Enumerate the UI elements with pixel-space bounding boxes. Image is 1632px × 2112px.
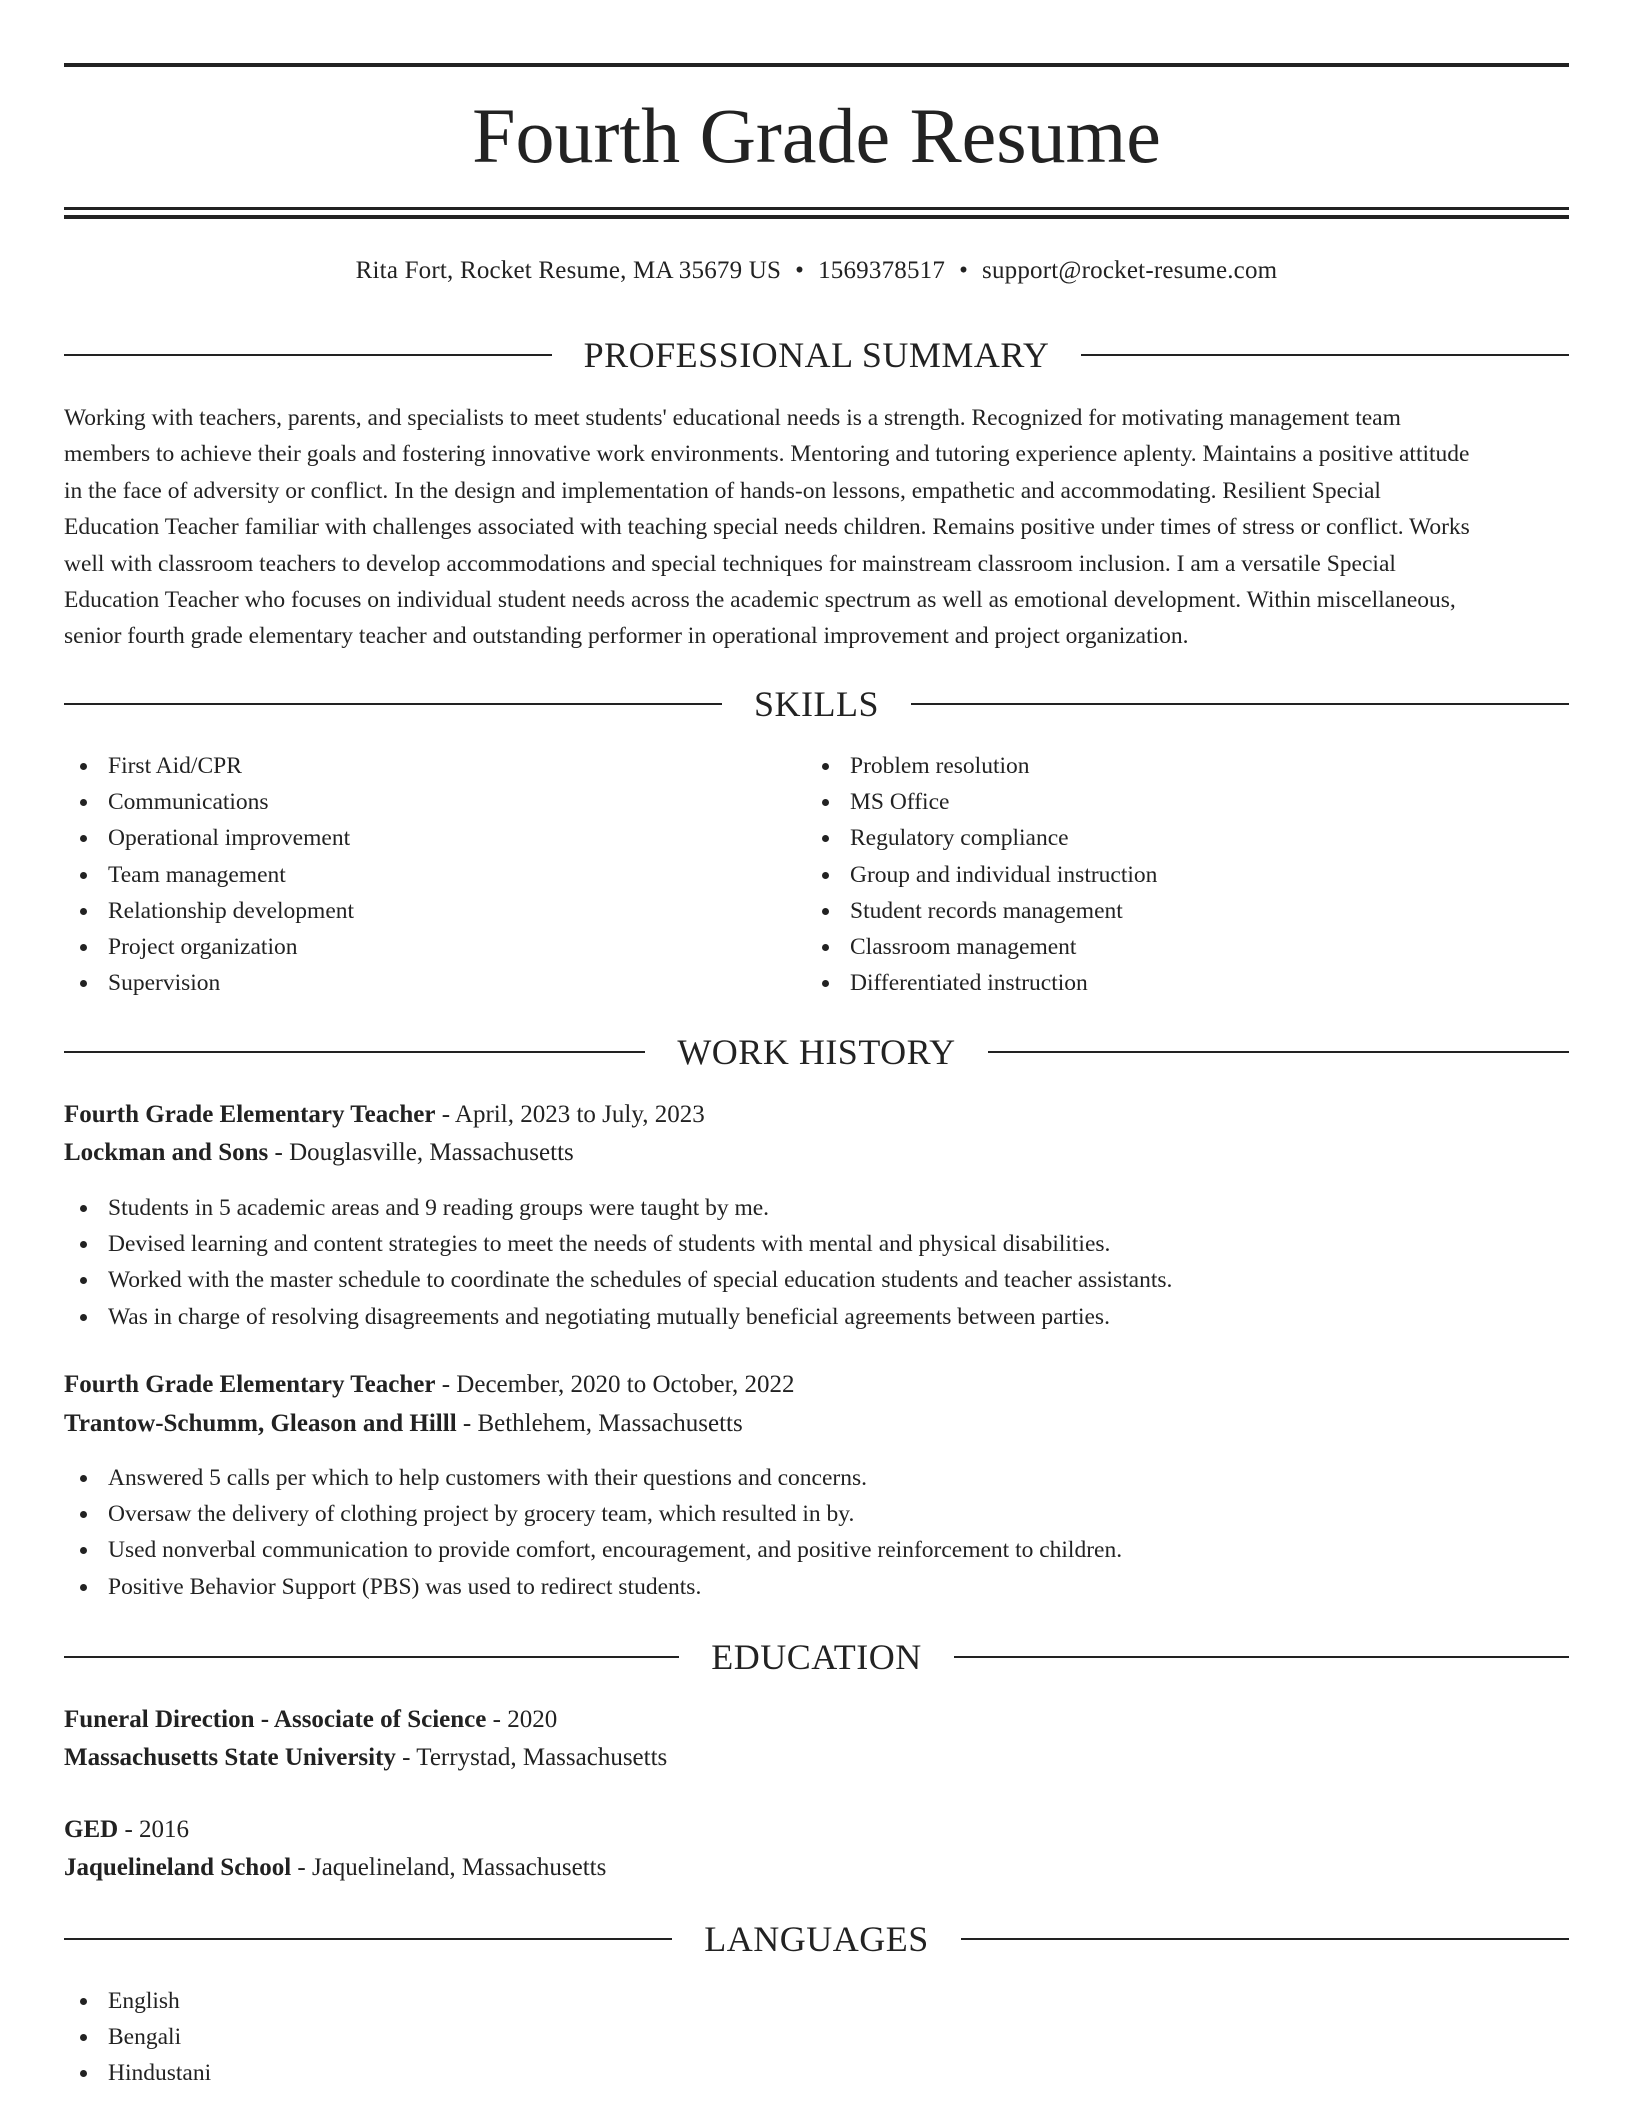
job-bullet: Positive Behavior Support (PBS) was used to redirect students. [64,1569,1569,1605]
page-title: Fourth Grade Resume [472,92,1161,179]
section-rule [954,1656,1569,1658]
language-item: Hindustani [64,2055,1569,2091]
section-header-summary [64,333,1569,377]
skill-item: Supervision [64,965,764,1001]
section-rule [64,354,552,356]
contact-separator: • [959,257,969,284]
skill-item: Operational improvement [64,820,764,856]
job-title: Fourth Grade Elementary Teacher [64,1371,436,1398]
skill-item: Group and individual instruction [806,857,1569,893]
skill-item: MS Office [806,784,1569,820]
section-title: EDUCATION [711,1637,922,1677]
education-school-line [64,1739,1569,1777]
section-rule [64,1656,679,1658]
summary-line: members to achieve their goals and fostering innovative work environments. Mentoring and tutoring experience aplenty. Maintains a positive attitude [64,441,1470,468]
summary-line: Working with teachers, parents, and specialists to meet students' educational needs is a strength. Recognized for motivating management team [64,405,1401,431]
job-location: - Douglasville, Massachusetts [268,1139,574,1166]
skills-list-left [64,748,764,1001]
language-item: Bengali [64,2019,1569,2055]
job-bullet: Used nonverbal communication to provide comfort, encouragement, and positive reinforcement to children. [64,1532,1569,1568]
summary-line: well with classroom teachers to develop accommodations and special techniques for mainstream classroom inclusion. I am a versatile Special [64,550,1396,577]
job-company: Trantow-Schumm, Gleason and Hilll [64,1410,457,1437]
job-bullet: Answered 5 calls per which to help customers with their questions and concerns. [64,1460,1569,1496]
section-rule [64,703,722,705]
contact-line [64,254,1569,288]
summary-line: in the face of adversity or conflict. In the design and implementation of hands-on lessons, empathetic and accommodating. Resilient Special [64,477,1381,504]
job-title: Fourth Grade Elementary Teacher [64,1101,436,1128]
education-degree: GED [64,1816,119,1843]
summary-text [64,400,1569,655]
education-degree-line [64,1701,1569,1739]
skill-item: Problem resolution [806,748,1569,784]
job-dates: - April, 2023 to July, 2023 [435,1101,705,1128]
education-school: Massachusetts State University [64,1744,396,1771]
job-bullet: Worked with the master schedule to coordinate the schedules of special education students and teacher assistants. [64,1262,1569,1298]
summary-line: Education Teacher who focuses on individual student needs across the academic spectrum as well as emotional development. Within miscellaneous, [64,587,1456,614]
section-title: SKILLS [754,684,880,724]
section-rule [988,1051,1569,1053]
job-bullet: Devised learning and content strategies to meet the needs of students with mental and physical disabilities. [64,1226,1569,1262]
section-header-languages [64,1917,1569,1961]
skill-item: First Aid/CPR [64,748,764,784]
education-year: - 2020 [486,1706,558,1733]
skill-item: Classroom management [806,929,1569,965]
skills-list-right [806,748,1569,1001]
job-bullet: Was in charge of resolving disagreements and negotiating mutually beneficial agreements between parties. [64,1299,1569,1335]
languages-list [64,1983,1569,2092]
skill-item: Student records management [806,893,1569,929]
section-rule [911,703,1569,705]
section-title: PROFESSIONAL SUMMARY [583,335,1050,375]
summary-line: senior fourth grade elementary teacher and outstanding performer in operational improvement and project organization. [64,623,1189,650]
job-dates: - December, 2020 to October, 2022 [435,1371,795,1398]
job-location: - Bethlehem, Massachusetts [456,1410,743,1437]
skill-item: Regulatory compliance [806,820,1569,856]
skill-item: Project organization [64,929,764,965]
section-rule [1081,354,1569,356]
job-bullet: Students in 5 academic areas and 9 reading groups were taught by me. [64,1190,1569,1226]
job-title-line [64,1096,1569,1134]
top-rule [64,63,1569,67]
contact-address: Rita Fort, Rocket Resume, MA 35679 US [355,257,782,284]
education-location: - Jaquelineland, Massachusetts [291,1854,607,1881]
language-item: English [64,1983,1569,2019]
education-degree: Funeral Direction - Associate of Science [64,1706,487,1733]
skill-item: Team management [64,857,764,893]
job-company-line [64,1134,1569,1172]
job-bullets [64,1460,1569,1605]
section-header-skills [64,682,1569,726]
contact-separator: • [795,257,805,284]
contact-email: support@rocket-resume.com [982,257,1278,284]
title-rule-upper [64,207,1569,210]
education-year: - 2016 [118,1816,190,1843]
education-degree-line [64,1811,1569,1849]
section-header-work [64,1030,1569,1074]
job-bullets [64,1190,1569,1335]
section-title: WORK HISTORY [677,1032,956,1072]
skill-item: Differentiated instruction [806,965,1569,1001]
job-company-line [64,1405,1569,1443]
section-rule [64,1938,672,1940]
job-bullet: Oversaw the delivery of clothing project by grocery team, which resulted in by. [64,1496,1569,1532]
section-rule [64,1051,645,1053]
section-header-education [64,1635,1569,1679]
section-rule [961,1938,1569,1940]
skill-item: Relationship development [64,893,764,929]
skill-item: Communications [64,784,764,820]
contact-phone: 1569378517 [818,257,946,284]
section-title: LANGUAGES [704,1919,929,1959]
summary-line: Education Teacher familiar with challenges associated with teaching special needs children. Remains positive under times of stress or conflict. Works [64,514,1470,541]
education-school-line [64,1849,1569,1887]
title-rule-lower [64,215,1569,219]
education-school: Jaquelineland School [64,1854,292,1881]
job-company: Lockman and Sons [64,1139,269,1166]
job-title-line [64,1366,1569,1404]
education-location: - Terrystad, Massachusetts [395,1744,668,1771]
